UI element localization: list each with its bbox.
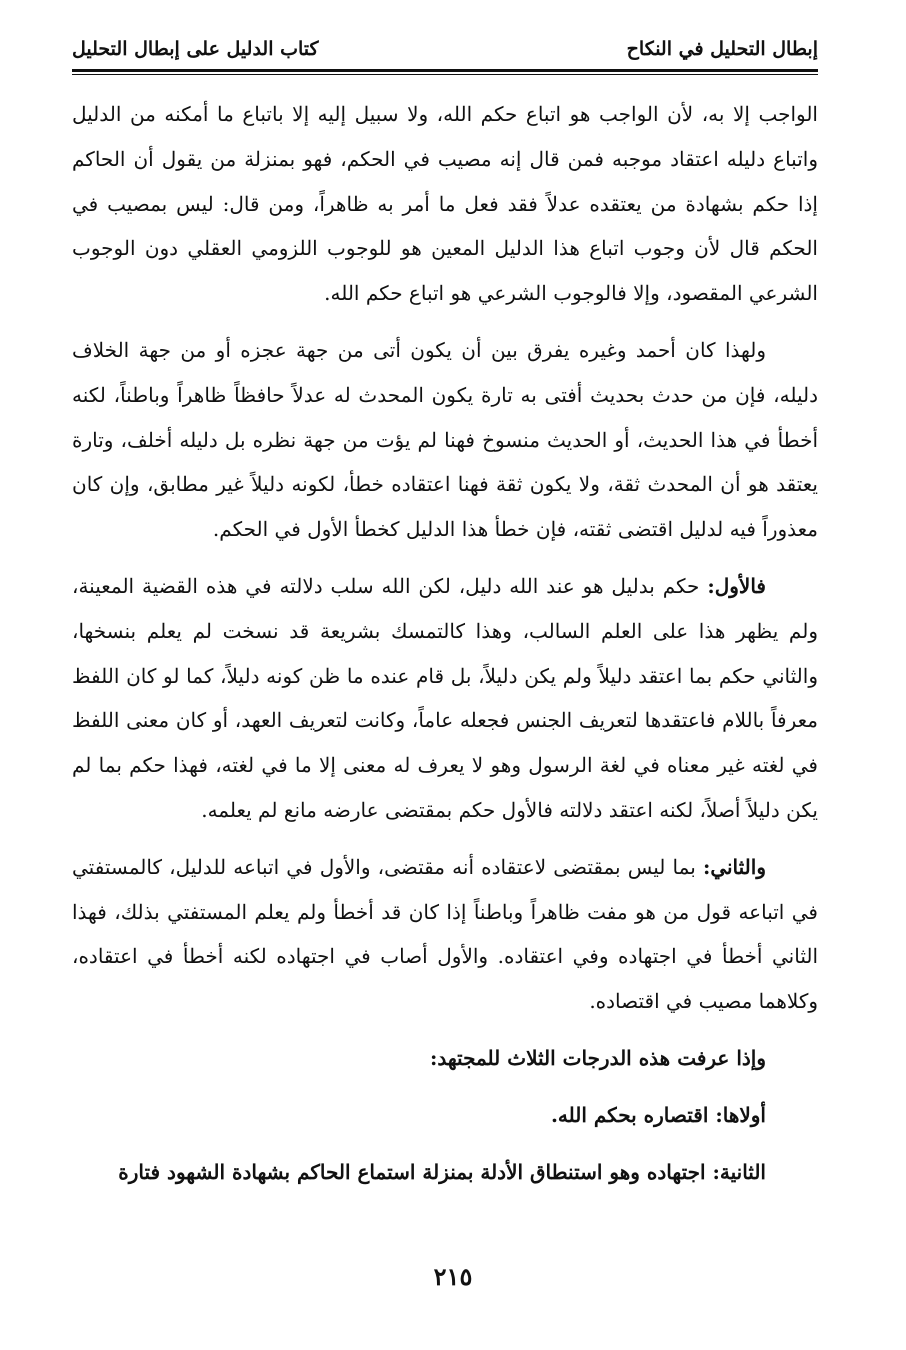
paragraph-2: ولهذا كان أحمد وغيره يفرق بين أن يكون أتى من جهة عجزه أو من جهة الخلاف دليله، فإن من حدث بحديث أفتى به تارة يكون المحدث له عدلاً حافظاً ظاهراً وباطناً، لكنه أخطأ في هذا الحديث، أو الحديث منسوخ فهنا لم يؤت من جهة نظره بل دليله أخلف، وتارة يعتقد هو أن المحدث ثقة، ولا يكون ثقة فهنا اعتقاده خطأ، لكونه دليلاً غير مطابق، وإن كان معذوراً فيه لدليل اقتضى ثقته، فإن خطأ هذا الدليل كخطأ الأول في الحكم. — [72, 337, 818, 542]
paragraph-5: وإذا عرفت هذه الدرجات الثلاث للمجتهد: — [429, 1045, 766, 1070]
page-number: ٢١٥ — [433, 1262, 473, 1291]
header-left-title: كتاب الدليل على إبطال التحليل — [72, 38, 319, 60]
paragraph-6-text: اقتصاره بحكم الله. — [550, 1102, 716, 1127]
paragraph-6 — [72, 1093, 818, 1138]
paragraph-4-text: بما ليس بمقتضى لاعتقاده أنه مقتضى، والأول في اتباعه للدليل، كالمستفتي في اتباعه قول من هو مفت ظاهراً وباطناً إذا كان قد أخطأ ولم يعلم المستفتي بذلك، فهذا الثاني أخطأ في اجتهاده وفي اعتقاده. والأول أصاب في اجتهاده لكنه أخطأ في اعتقاده، وكلاهما مصيب في اقتصاده. — [72, 854, 819, 1014]
paragraph-4-lead: والثاني: — [702, 854, 766, 879]
paragraph-3-text: حكم بدليل هو عند الله دليل، لكن الله سلب دلالته في هذه القضية المعينة، ولم يظهر هذا على العلم السالب، وهذا كالتمسك بشريعة قد نسخت لم يعلم بنسخها، والثاني حكم بما اعتقد دليلاً ولم يكن دليلاً، بل قام عنده ما ظن كونه دليلاً، كما لو كان اللفظ معرفاً باللام فاعتقدها لتعريف الجنس فجعله عاماً، وكانت لتعريف العهد، أو كان معنى اللفظ في لغته غير معناه في لغة الرسول وهو لا يعرف له معنى إلا ما في لغته، فهذا حكم بما لم يكن دليلاً أصلاً، لكنه اعتقد دلالته فالأول حكم بمقتضى عارضه مانع لم يعلمه. — [72, 573, 818, 822]
paragraph-7-lead: الثانية: — [712, 1159, 766, 1184]
paragraph-7 — [72, 1150, 818, 1195]
header-rule-thick — [72, 69, 818, 72]
paragraph-7-text: اجتهاده وهو استنطاق الأدلة بمنزلة استماع الحاكم بشهادة الشهود فتارة — [118, 1159, 713, 1184]
paragraph-3 — [72, 564, 818, 833]
header-right-title: إبطال التحليل في النكاح — [626, 38, 818, 60]
paragraph-6-lead: أولاها: — [715, 1102, 766, 1127]
running-header — [72, 30, 818, 68]
paragraph-3-lead: فالأول: — [707, 573, 766, 598]
paragraph-4 — [72, 845, 818, 1024]
header-rule-thin — [72, 74, 818, 75]
paragraph-1: الواجب إلا به، لأن الواجب هو اتباع حكم الله، ولا سبيل إليه إلا باتباع ما أمكنه من الدليل واتباع دليله اعتقاد موجبه فمن قال إنه مصيب في الحكم، فهو بمنزلة من يقول أن الحاكم إذا حكم بشهادة من يعتقده عدلاً فقد فعل ما أمر به ظاهراً، ومن قال: ليس بمصيب في الحكم قال لأن وجوب اتباع هذا الدليل المعين هو للوجوب اللزومي العقلي دون الوجوب الشرعي المقصود، وإلا فالوجوب الشرعي هو اتباع حكم الله. — [72, 102, 818, 306]
page-body — [72, 92, 818, 1194]
